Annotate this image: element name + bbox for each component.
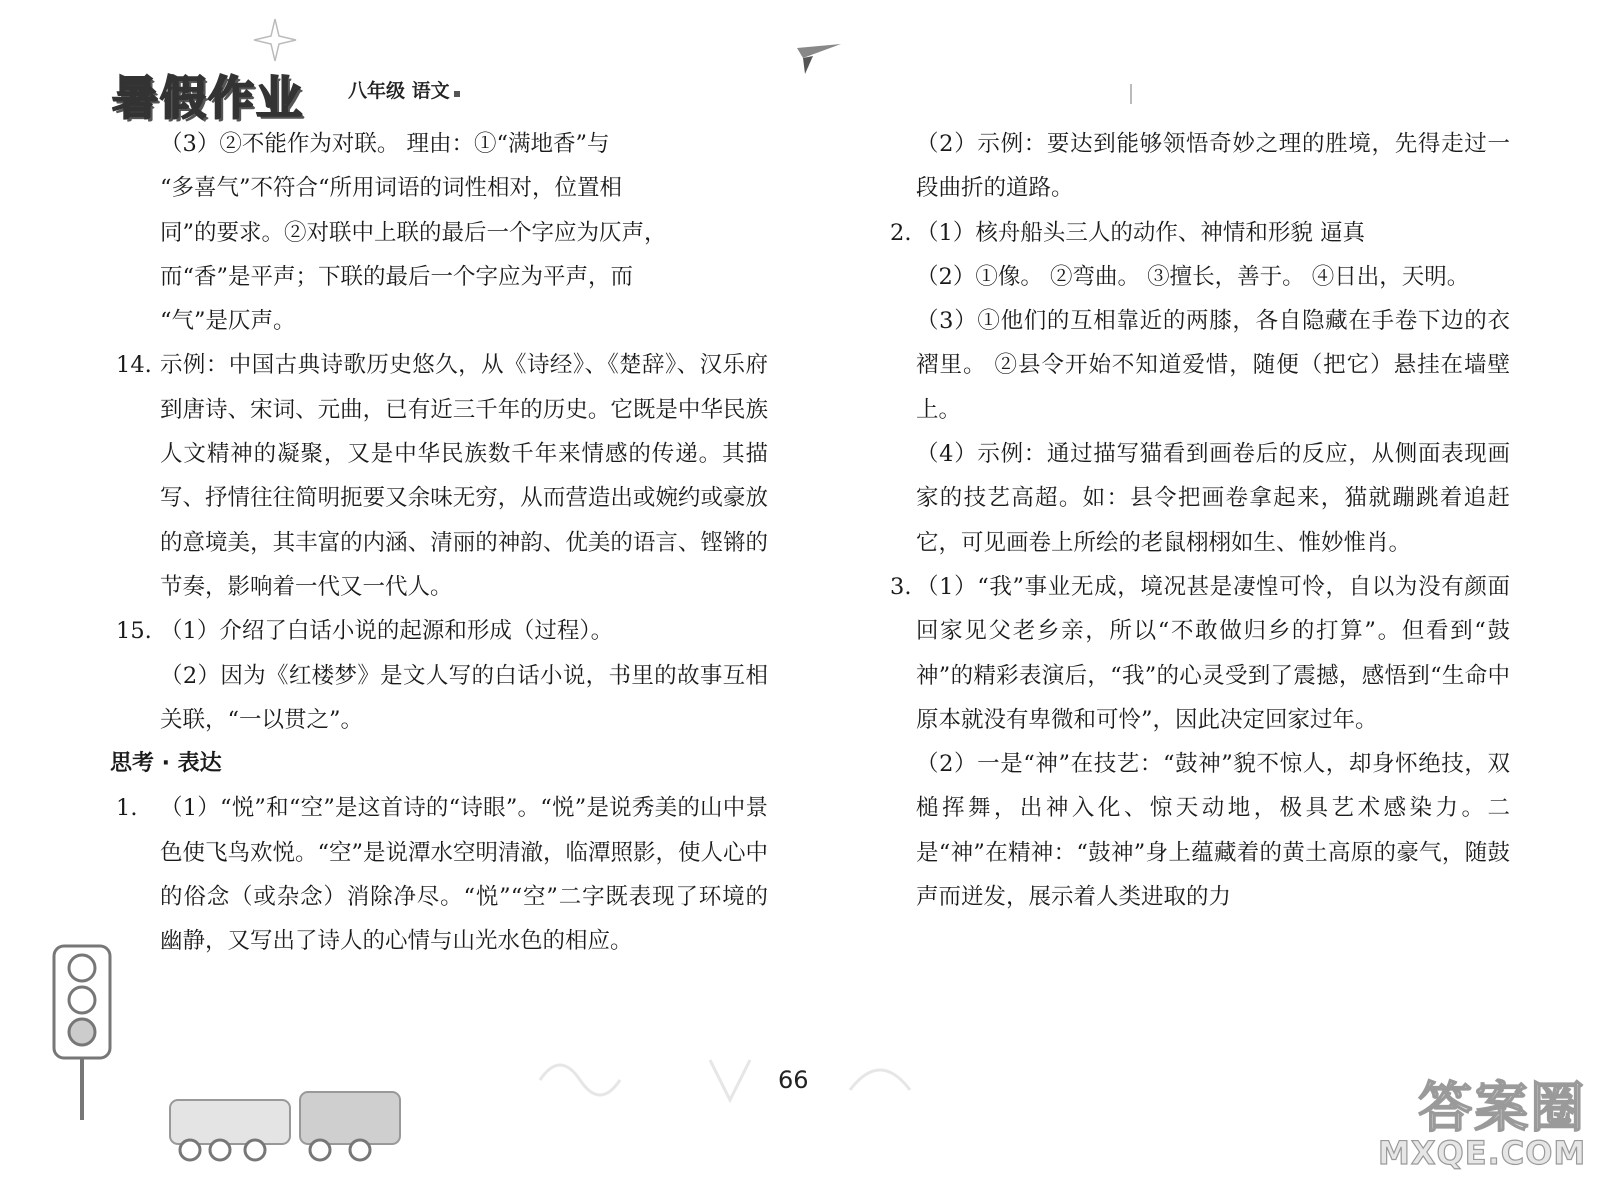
faint-background-drawing <box>520 1040 960 1110</box>
answer-15 <box>116 609 768 653</box>
bullet-icon <box>454 91 460 97</box>
watermark-logo: 答案圈 <box>1418 1076 1587 1139</box>
answer-13-3-line: “多喜气”不符合“所用词语的词性相对，位置相 <box>160 175 623 202</box>
answer-text: （1）“我”事业无成，境况甚是凄惶可怜，自以为没有颜面回家见父老乡亲，所以“不敢做归乡的打算”。但看到“鼓神”的精彩表演后，“我”的心灵受到了震撼，感悟到“生命中原本就没有卑微和可怜”，因此决定回家过年。 <box>916 573 1510 733</box>
answer-text: （4）示例：通过描写猫看到画卷后的反应，从侧面表现画家的技艺高超。如：县令把画卷拿起来，猫就蹦跳着追赶它，可见画卷上所绘的老鼠栩栩如生、惟妙惟肖。 <box>916 441 1510 556</box>
answer-text: （2）一是“神”在技艺：“鼓神”貌不惊人，却身怀绝技，双槌挥舞，出神入化、惊天动地，极具艺术感染力。二是“神”在精神：“鼓神”身上蕴藏着的黄土高原的豪气，随鼓声而迸发，展示着人类进取的力 <box>916 751 1510 911</box>
answer-14 <box>116 343 768 609</box>
answer-text: （3）①他们的互相靠近的两膝，各自隐藏在手卷下边的衣褶里。 ②县令开始不知道爱惜，随便（把它）悬挂在墙壁上。 <box>916 308 1510 423</box>
answer-13-3-line: （3）②不能作为对联。 理由：①“满地香”与 <box>160 131 610 157</box>
answer-text: 示例：中国古典诗歌历史悠久，从《诗经》、《楚辞》、汉乐府到唐诗、宋词、元曲，已有近三千年的历史。它既是中华民族人文精神的凝聚，又是中华民族数千年来情感的传递。其描写、抒情往往简明扼要又余味无穷，从而营造出或婉约或豪放的意境美，其丰富的内涵、清丽的神韵、优美的语言、铿锵的节奏，影响着一代又一代人。 <box>160 352 768 600</box>
section-title: 思考 · 表达 <box>110 751 222 777</box>
paper-plane-icon <box>795 42 843 78</box>
answer-text: （1）“悦”和“空”是这首诗的“诗眼”。“悦”是说秀美的山中景色使飞鸟欢悦。“空”是说潭水空明清澈，临潭照影，使人心中的俗念（或杂念）消除净尽。“悦”“空”二字既表现了环境的幽静，又写出了诗人的心情与山光水色的相应。 <box>160 795 769 955</box>
decor-mark <box>1130 84 1132 104</box>
question-number: 1. <box>116 795 138 822</box>
answer-3 <box>890 565 1510 742</box>
answer-text: （2）示例：要达到能够领悟奇妙之理的胜境，先得走过一段曲折的道路。 <box>916 131 1510 202</box>
answer-13-3-line: “气”是仄声。 <box>160 308 296 335</box>
question-number: 2. <box>890 219 912 246</box>
right-column <box>890 122 1510 919</box>
answer-1 <box>116 786 768 963</box>
answer-text: （1）介绍了白话小说的起源和形成（过程）。 <box>160 618 614 645</box>
page-number: 66 <box>778 1066 809 1094</box>
watermark-url: MXQE.COM <box>1378 1134 1587 1172</box>
answer-text: （1）核舟船头三人的动作、神情和形貌 逼真 <box>916 219 1365 246</box>
grade-subject-text: 八年级 语文 <box>348 80 450 102</box>
answer-text: （2）①像。 ②弯曲。 ③擅长，善于。 ④日出，天明。 <box>916 263 1470 290</box>
question-number: 15. <box>116 618 152 645</box>
sparkle-icon <box>250 15 300 65</box>
left-column <box>110 122 769 964</box>
watermark <box>1378 1076 1587 1172</box>
book-logo: 暑假作业 <box>112 71 304 125</box>
grade-subject-label <box>348 76 460 103</box>
vehicles-illustration <box>160 1080 420 1170</box>
question-number: 14. <box>116 352 152 379</box>
answer-2 <box>890 211 1510 255</box>
traffic-light-icon <box>48 942 118 1122</box>
answer-text: （2）因为《红楼梦》是文人写的白话小说，书里的故事互相关联，“一以贯之”。 <box>160 662 768 733</box>
answer-13-3-line: 而“香”是平声；下联的最后一个字应为平声，而 <box>160 263 634 290</box>
answer-13-3-line: 同”的要求。②对联中上联的最后一个字应为仄声， <box>160 219 667 246</box>
question-number: 3. <box>890 573 912 600</box>
